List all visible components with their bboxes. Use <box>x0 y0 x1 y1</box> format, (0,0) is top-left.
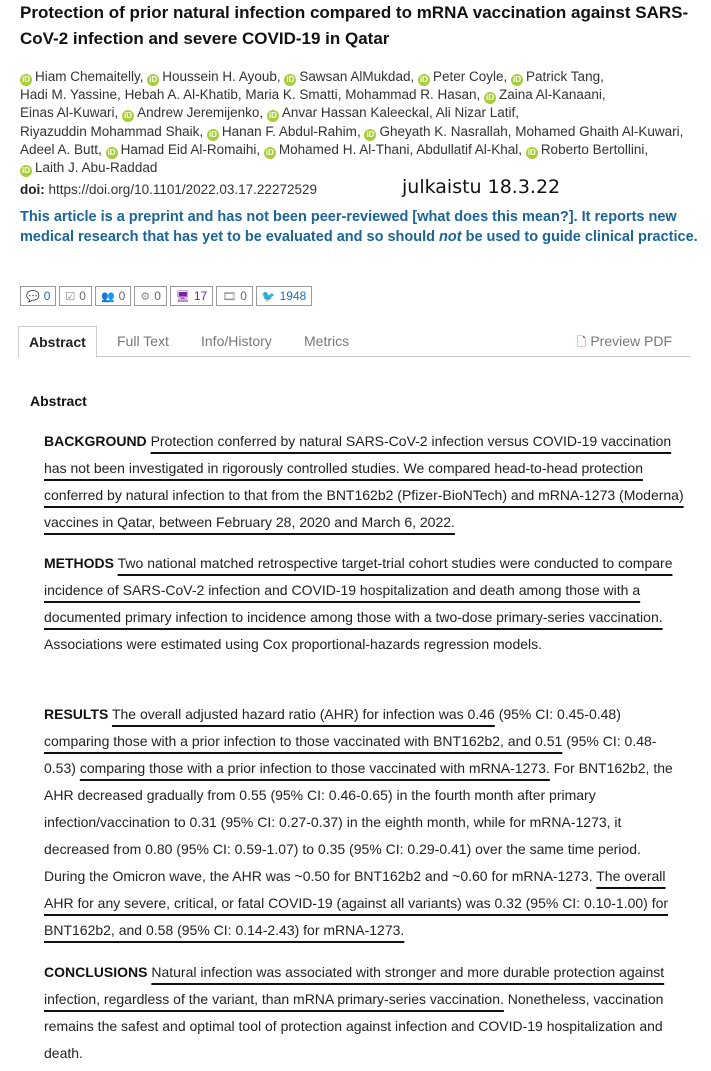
results-text-3: For BNT162b2, the AHR decreased gradually from 0.55 (95% CI: 0.46-0.65) in the fourth month after primary infection/vaccination to 0.31 (95% CI: 0.27-0.37) in the eighth month, while for mRNA-1273, it decreased from 0.80 (95% CI: 0.59-1.07) to 0.35 (95% CI: 0.29-0.41) over the same time period. During the Omicron wave, the AHR was ~0.50 for BNT162b2 and ~0.60 for mRNA-1273. <box>44 760 673 884</box>
author[interactable] <box>20 69 140 84</box>
author[interactable] <box>20 124 199 139</box>
author-name: Mohamed Ghaith Al-Kuwari <box>515 123 680 139</box>
metric-count: 0 <box>240 289 247 303</box>
results-label: RESULTS <box>44 706 109 722</box>
methods-text: Associations were estimated using Cox proportional-hazards regression models. <box>44 636 543 652</box>
orcid-icon[interactable]: iD <box>22 166 30 176</box>
monitor-icon: 🖥 <box>175 290 190 303</box>
author-name: Mohammad R. Hasan <box>345 87 477 103</box>
author[interactable] <box>416 142 518 157</box>
film-icon: 🎞 <box>222 290 237 303</box>
metric-checklist[interactable] <box>59 286 92 306</box>
orcid-icon[interactable]: iD <box>22 75 30 84</box>
results-underlined-1: The overall adjusted hazard ratio (AHR) for infection was 0.46 <box>111 706 495 722</box>
metrics-bar <box>20 286 312 306</box>
tab-full-text[interactable]: Full Text <box>117 333 169 349</box>
metric-twitter[interactable] <box>256 286 312 306</box>
author-name: Maria K. Smatti <box>245 87 338 103</box>
methods-label: METHODS <box>44 555 114 571</box>
author[interactable] <box>526 142 645 157</box>
author[interactable] <box>267 105 429 120</box>
results-text-1: (95% CI: 0.45-0.48) <box>494 706 621 722</box>
handwritten-note: julkaistu 18.3.22 <box>402 176 561 198</box>
checklist-icon: ☑ <box>65 290 76 303</box>
metric-count: 0 <box>79 289 86 303</box>
orcid-icon[interactable]: iD <box>124 111 133 121</box>
author[interactable] <box>147 69 277 84</box>
orcid-icon[interactable]: iD <box>265 147 274 157</box>
preview-pdf-button[interactable] <box>577 326 672 357</box>
preprint-text-1: This article is a preprint and has not been peer-reviewed [ <box>20 209 418 225</box>
article-title: Protection of prior natural infection compared to mRNA vaccination against SARS-CoV-2 infection and severe COVID-19 in Qatar <box>20 3 689 48</box>
conclusions-label: CONCLUSIONS <box>44 964 148 980</box>
comment-icon: 💬 <box>26 290 40 303</box>
author-name: Patrick Tang <box>526 69 601 84</box>
orcid-icon[interactable]: iD <box>149 75 158 84</box>
methods-underlined-text: Two national matched retrospective target-trial cohort studies were conducted to compare incidence of SARS-CoV-2 infection and COVID-19 hospitalization and death among those with a documented primary infection to incidence among those with a two-dose primary-series vaccination. <box>44 555 673 625</box>
orcid-icon[interactable]: iD <box>107 147 116 157</box>
pdf-icon: 🗋 <box>576 335 587 349</box>
orcid-icon[interactable]: iD <box>286 75 295 84</box>
metric-film[interactable] <box>216 286 253 306</box>
results-underlined-3: comparing those with a prior infection to those vaccinated with mRNA-1273. <box>79 760 550 776</box>
metric-monitor[interactable] <box>170 286 213 306</box>
abstract-conclusions <box>44 959 684 1067</box>
author-name: Laith J. Abu-Raddad <box>35 160 158 176</box>
author[interactable] <box>122 105 259 120</box>
metric-users[interactable] <box>95 286 131 306</box>
gears-icon: ⚙ <box>140 290 151 303</box>
author-name: Einas Al-Kuwari <box>20 105 115 121</box>
results-underlined-2: comparing those with a prior infection to those vaccinated with BNT162b2, and 0.51 <box>44 733 563 749</box>
author[interactable] <box>20 142 98 157</box>
author-name: Gheyath K. Nasrallah <box>379 123 508 139</box>
conclusions-underlined-text: Natural infection was associated with stronger and more durable protection against infection, regardless of the variant, than mRNA primary-series vaccination. <box>44 964 665 1007</box>
metric-count: 0 <box>154 289 161 303</box>
author-name: Abdullatif Al-Khal <box>416 141 519 157</box>
orcid-icon[interactable]: iD <box>486 93 495 103</box>
preprint-text-2: ]. It reports new medical research that has yet to be evaluated and so should <box>20 209 677 245</box>
author[interactable] <box>20 87 117 102</box>
tab-info-history[interactable]: Info/History <box>201 333 272 349</box>
twitter-icon: 🐦 <box>261 290 276 303</box>
metric-gears[interactable] <box>134 286 167 306</box>
orcid-icon[interactable]: iD <box>366 129 375 139</box>
metric-count: 0 <box>118 289 126 303</box>
author[interactable] <box>264 142 410 157</box>
abstract-heading: Abstract <box>30 393 87 409</box>
author-name: Sawsan AlMukdad <box>299 69 411 84</box>
doi-label: doi: <box>20 182 45 197</box>
author[interactable] <box>515 124 679 139</box>
author-name: Adeel A. Butt <box>20 141 99 157</box>
metric-count: 1948 <box>279 289 307 303</box>
preprint-text-3: be used to guide clinical practice. <box>461 228 698 245</box>
metric-comment[interactable] <box>20 286 56 306</box>
author-name: Hebah A. Al-Khatib <box>124 87 238 103</box>
author[interactable] <box>207 124 357 139</box>
author-name: Hiam Chemaitelly <box>35 69 140 84</box>
author[interactable] <box>436 105 516 120</box>
orcid-icon[interactable]: iD <box>419 75 428 84</box>
metric-count: 17 <box>193 289 208 303</box>
preprint-notice <box>20 208 700 247</box>
abstract-background <box>44 428 684 536</box>
orcid-icon[interactable]: iD <box>527 147 536 157</box>
doi-line <box>20 182 317 197</box>
abstract-results <box>44 701 684 944</box>
orcid-icon[interactable]: iD <box>208 129 217 139</box>
what-does-this-mean-link[interactable]: what does this mean? <box>417 209 569 225</box>
author-name: Hamad Eid Al-Romaihi <box>120 141 257 157</box>
tab-abstract[interactable]: Abstract <box>18 326 97 358</box>
results-underlined-4: The overall AHR for any severe, critical, or fatal COVID-19 (against all variants) was 0.32 (95% CI: 0.10-1.00) for BNT162b2, and 0.58 (95% CI: 0.14-2.43) for mRNA-1273. <box>44 868 669 938</box>
author[interactable] <box>511 69 600 84</box>
author-name: Hadi M. Yassine <box>20 87 118 103</box>
author-name: Ali Nizar Latif <box>435 105 516 121</box>
author-name: Zaina Al-Kanaani <box>499 87 602 103</box>
background-text: Protection conferred by natural SARS-CoV-2 infection versus COVID-19 vaccination has not been investigated in rigorously controlled studies. We compared head-to-head protection conferred by natural infection to that from the BNT162b2 (Pfizer-BioNTech) and mRNA-1273 (Moderna) vaccines in Qatar, between February 28, 2020 and March 6, 2022. <box>44 433 684 530</box>
author[interactable] <box>106 142 257 157</box>
conclusions-text: Nonetheless, vaccination remains the safest and optimal tool of protection against infection and COVID-19 hospitalization and death. <box>44 991 664 1061</box>
orcid-icon[interactable]: iD <box>513 75 522 84</box>
author-name: Riyazuddin Mohammad Shaik <box>20 123 200 139</box>
author[interactable] <box>345 87 476 102</box>
results-text-2: (95% CI: 0.48-0.53) <box>44 733 657 776</box>
author[interactable] <box>20 105 115 120</box>
abstract-methods <box>44 550 684 658</box>
author-name: Mohamed H. Al-Thani <box>278 141 410 157</box>
doi-link[interactable]: https://doi.org/10.1101/2022.03.17.22272529 <box>48 182 317 197</box>
preprint-emphasis: not <box>439 228 462 245</box>
author-name: Peter Coyle <box>432 69 504 84</box>
author-name: Anvar Hassan Kaleeckal <box>281 105 429 121</box>
author[interactable] <box>418 69 504 84</box>
users-icon: 👥 <box>100 290 115 303</box>
author-name: Hanan F. Abdul-Rahim <box>221 123 357 139</box>
author-name: Houssein H. Ayoub <box>162 69 277 84</box>
author[interactable] <box>20 160 157 175</box>
author[interactable] <box>484 87 602 102</box>
author-name: Roberto Bertollini <box>540 141 645 157</box>
author[interactable] <box>364 124 507 139</box>
preview-pdf-label: Preview PDF <box>590 333 672 349</box>
author[interactable] <box>245 87 337 102</box>
author-list: iD Hiam Chemaitelly, iD Houssein H. Ayoub, iD Sawsan AlMukdad, iD Peter Coyle, iD Patrick Tang, Hadi M. Yassine, Hebah A. Al-Khatib, Maria K. Smatti, Mohammad R. Hasan, iD Zaina Al-Kanaani, Einas Al-Kuwari, iD Andrew Jeremijenko, iD Anvar Hassan Kaleeckal, Ali Nizar Latif, Riyazuddin Mohammad Shaik, iD Hanan F. Abdul-Rahim, iD Gheyath K. Nasrallah, Mohamed Ghaith Al-Kuwari, Adeel A. Butt, iD Hamad Eid Al-Romaihi, iD Mohamed H. Al-Thani, Abdullatif Al-Khal, iD Roberto Bertollini, iD Laith J. Abu-Raddad <box>20 69 684 176</box>
orcid-icon[interactable]: iD <box>268 111 277 121</box>
article-tabs <box>18 326 690 357</box>
author[interactable] <box>284 69 410 84</box>
background-label: BACKGROUND <box>44 433 147 449</box>
author[interactable] <box>125 87 238 102</box>
metric-count: 0 <box>43 289 51 303</box>
tab-metrics[interactable]: Metrics <box>304 333 350 349</box>
author-name: Andrew Jeremijenko <box>137 105 260 121</box>
